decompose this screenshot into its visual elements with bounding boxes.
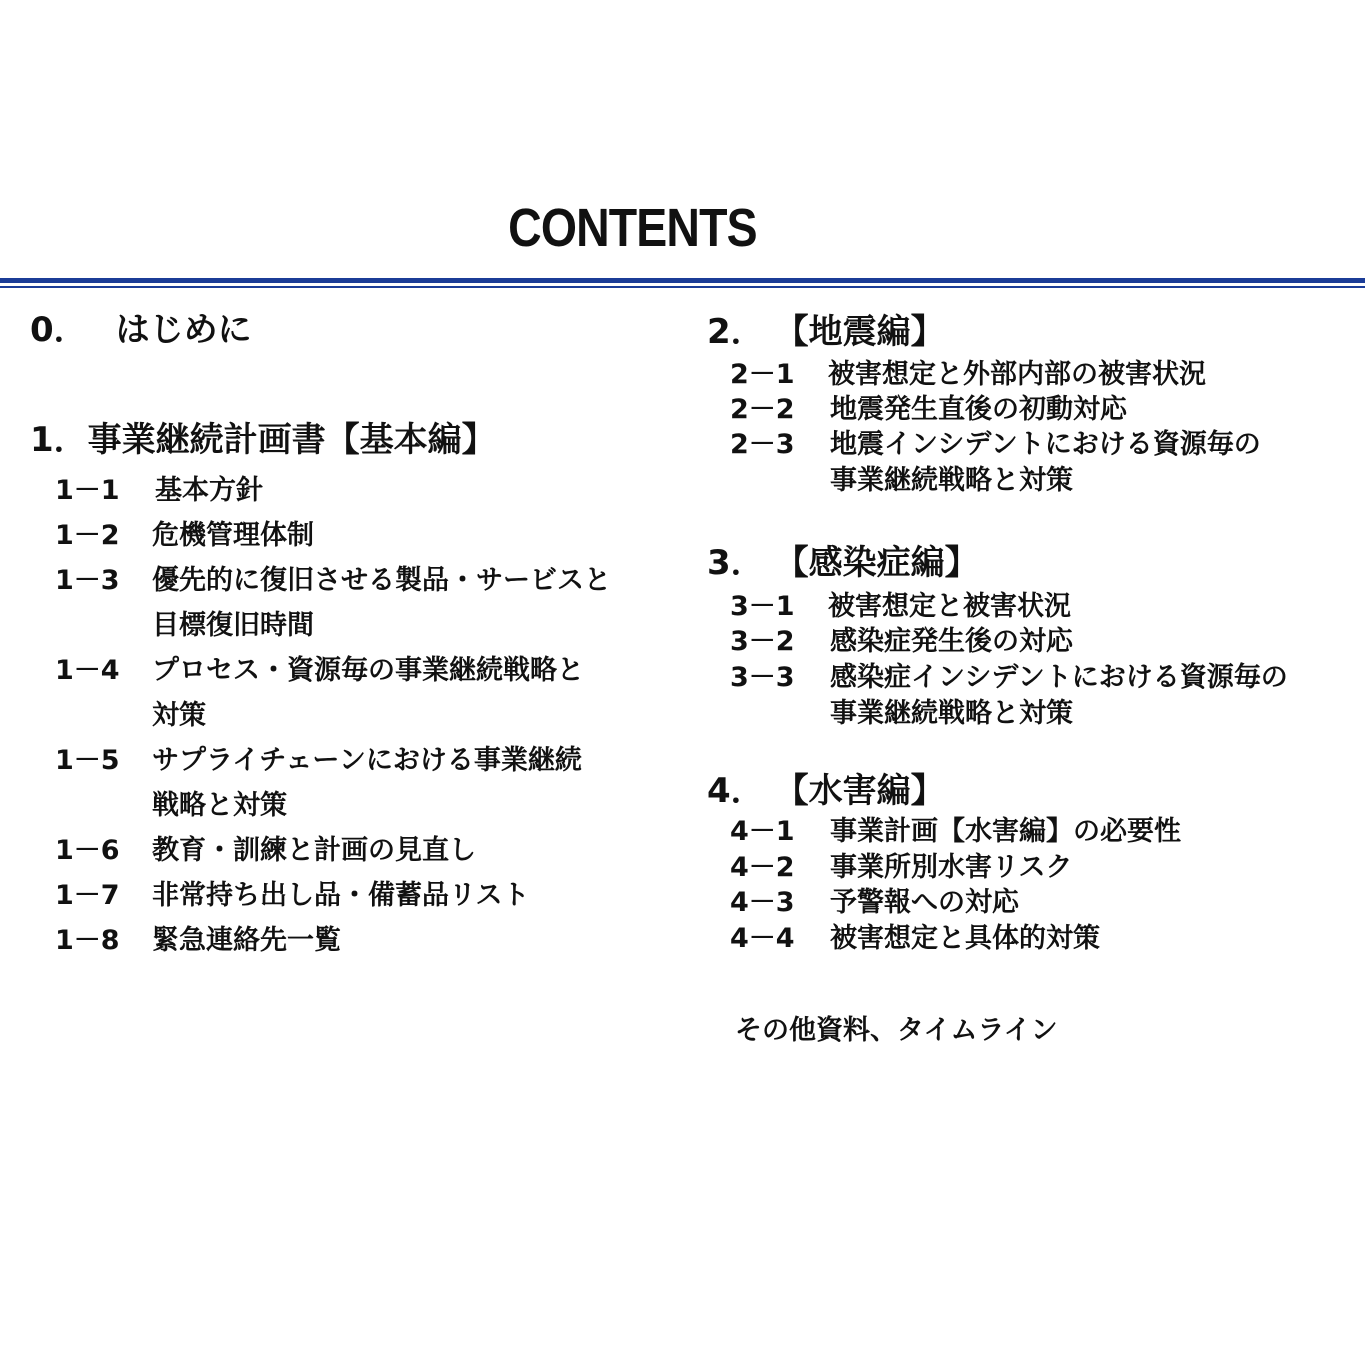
item-label: 地震インシデントにおける資源毎の <box>830 429 1261 460</box>
item-label: プロセス・資源毎の事業継続戦略と <box>152 655 584 686</box>
toc-item-4-1[interactable] <box>730 814 1350 850</box>
section-number: 1． <box>30 420 88 460</box>
page-title: CONTENTS <box>508 198 757 258</box>
item-label: サプライチェーンにおける事業継続 <box>152 745 582 776</box>
item-number: 1－5 <box>55 745 120 776</box>
item-number: 1－7 <box>55 880 120 911</box>
item-label-continued: 戦略と対策 <box>152 790 287 821</box>
item-label-continued: 事業継続戦略と対策 <box>830 465 1073 496</box>
toc-item-2-3[interactable] <box>730 427 1350 499</box>
item-number: 1－2 <box>55 520 120 551</box>
section-2-heading[interactable] <box>707 312 945 352</box>
section-4-heading[interactable] <box>707 771 945 811</box>
item-label: 感染症発生後の対応 <box>830 626 1073 657</box>
item-label: 基本方針 <box>155 475 263 506</box>
toc-item-3-2[interactable] <box>730 624 1350 660</box>
item-label-continued: 目標復旧時間 <box>152 610 314 641</box>
item-number: 2－1 <box>730 359 795 390</box>
item-label: 教育・訓練と計画の見直し <box>152 835 476 866</box>
item-label: 緊急連絡先一覧 <box>152 925 341 956</box>
item-label: 予警報への対応 <box>830 887 1019 918</box>
item-label: 危機管理体制 <box>152 520 314 551</box>
item-number: 3－3 <box>730 662 795 693</box>
item-number: 3－2 <box>730 626 795 657</box>
toc-item-4-4[interactable] <box>730 921 1350 957</box>
item-label: 被害想定と被害状況 <box>828 591 1071 622</box>
item-label: 事業所別水害リスク <box>830 852 1073 883</box>
item-number: 4－1 <box>730 816 795 847</box>
item-number: 4－4 <box>730 923 795 954</box>
item-number: 2－3 <box>730 429 795 460</box>
item-number: 3－1 <box>730 591 795 622</box>
item-label-continued: 対策 <box>152 700 206 731</box>
section-label: 【地震編】 <box>774 312 945 352</box>
item-number: 1－4 <box>55 655 120 686</box>
item-label-continued: 事業継続戦略と対策 <box>830 698 1073 729</box>
item-number: 1－1 <box>55 475 120 506</box>
toc-item-2-2[interactable] <box>730 392 1350 428</box>
item-number: 2－2 <box>730 394 795 425</box>
item-label: 被害想定と外部内部の被害状況 <box>828 359 1206 390</box>
item-number: 1－3 <box>55 565 120 596</box>
section-number: 3． <box>707 543 765 583</box>
toc-item-3-1[interactable] <box>730 589 1350 625</box>
section-number: 0． <box>30 310 88 350</box>
toc-item-2-1[interactable] <box>730 357 1350 393</box>
item-label: 優先的に復旧させる製品・サービスと <box>152 565 611 596</box>
item-label: 感染症インシデントにおける資源毎の <box>830 662 1288 693</box>
section-number: 4． <box>707 771 765 811</box>
item-label: 事業計画【水害編】の必要性 <box>830 816 1181 847</box>
section-label: 【水害編】 <box>774 771 945 811</box>
section-label: はじめに <box>115 310 252 350</box>
section-label: 【感染症編】 <box>774 543 979 583</box>
item-label: 地震発生直後の初動対応 <box>830 394 1127 425</box>
section-number: 2． <box>707 312 765 352</box>
section-3-heading[interactable] <box>707 543 979 583</box>
item-number: 1－8 <box>55 925 120 956</box>
toc-item-4-2[interactable] <box>730 850 1350 886</box>
item-number: 4－3 <box>730 887 795 918</box>
item-number: 1－6 <box>55 835 120 866</box>
other-materials-item[interactable]: その他資料、タイムライン <box>735 1015 1058 1046</box>
toc-item-3-3[interactable] <box>730 660 1350 732</box>
item-label: 被害想定と具体的対策 <box>830 923 1100 954</box>
toc-item-4-3[interactable] <box>730 885 1350 921</box>
section-label: 事業継続計画書【基本編】 <box>87 420 496 460</box>
item-number: 4－2 <box>730 852 795 883</box>
item-label: 非常持ち出し品・備蓄品リスト <box>152 880 530 911</box>
